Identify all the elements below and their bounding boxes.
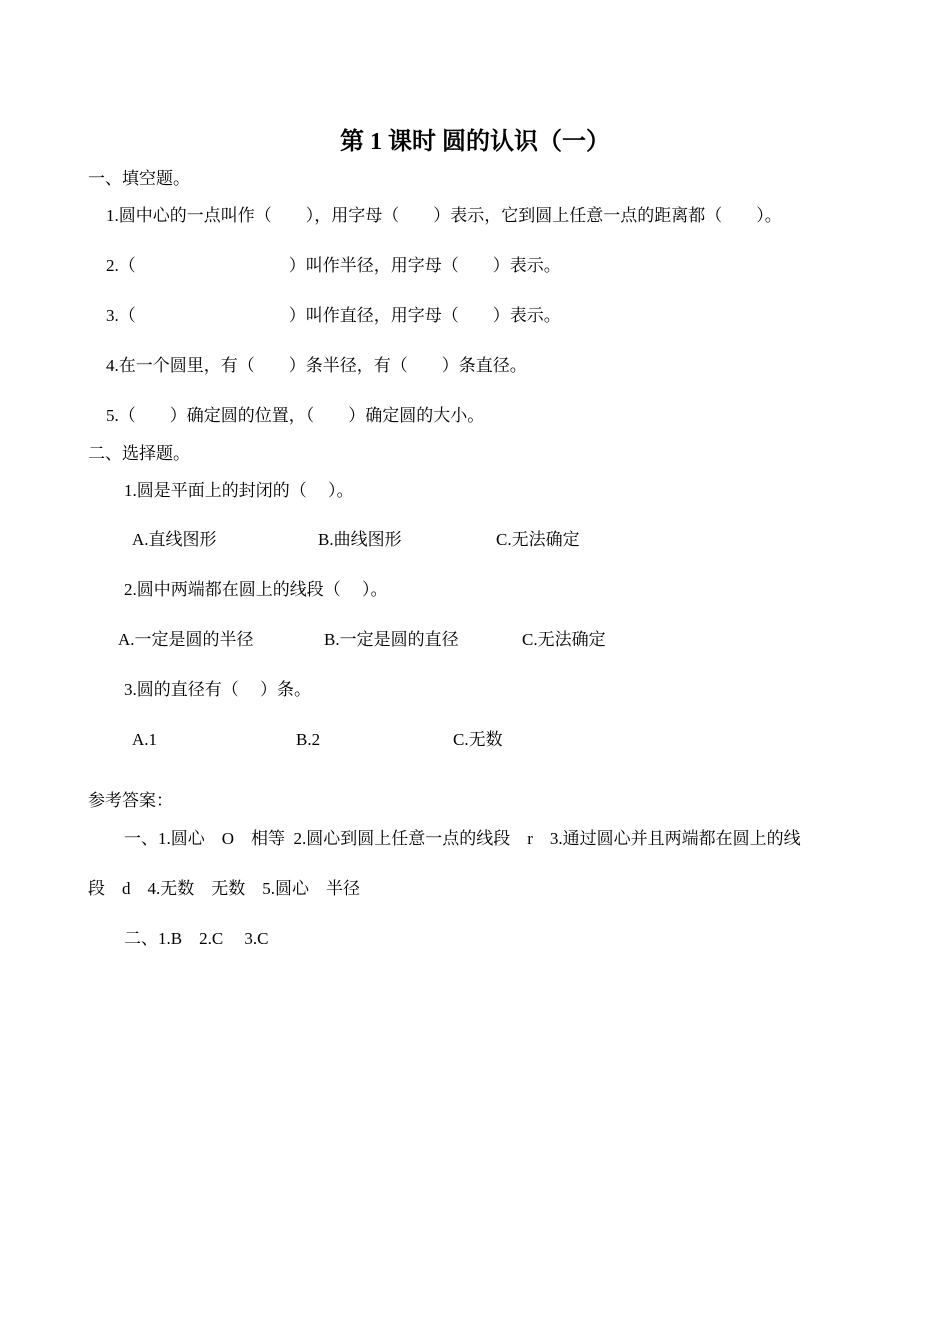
answers-heading: 参考答案： <box>88 791 173 810</box>
section-heading-multiple-choice: 二、选择题。 <box>88 444 190 463</box>
choice-3-option-c: C.无数 <box>453 730 503 749</box>
section-heading-fill-blank: 一、填空题。 <box>88 169 190 188</box>
choice-question-3: 3.圆的直径有（ ）条。 <box>124 680 311 699</box>
choice-2-option-b: B.一定是圆的直径 <box>324 630 459 649</box>
choice-question-2: 2.圆中两端都在圆上的线段（ ）。 <box>124 580 388 599</box>
answers-line-2: 段 d 4.无数 无数 5.圆心 半径 <box>88 879 360 898</box>
answers-line-1: 一、1.圆心 O 相等 2.圆心到圆上任意一点的线段 r 3.通过圆心并且两端都在圆上的线 <box>124 829 801 848</box>
answers-line-3: 二、1.B 2.C 3.C <box>124 929 269 948</box>
choice-1-option-a: A.直线图形 <box>132 530 217 549</box>
choice-3-option-a: A.1 <box>132 730 158 749</box>
fill-blank-question-5: 5.（ ）确定圆的位置，（ ）确定圆的大小。 <box>106 406 485 425</box>
fill-blank-question-3: 3.（ ）叫作直径，用字母（ ）表示。 <box>106 306 561 325</box>
choice-1-option-c: C.无法确定 <box>496 530 580 549</box>
choice-2-option-a: A.一定是圆的半径 <box>118 630 254 649</box>
choice-3-option-b: B.2 <box>296 730 321 749</box>
fill-blank-question-2: 2.（ ）叫作半径，用字母（ ）表示。 <box>106 256 561 275</box>
fill-blank-question-1: 1.圆中心的一点叫作（ ），用字母（ ）表示，它到圆上任意一点的距离都（ ）。 <box>106 206 782 225</box>
choice-question-1: 1.圆是平面上的封闭的（ ）。 <box>124 481 354 500</box>
page-title: 第 1 课时 圆的认识（一） <box>340 129 610 155</box>
fill-blank-question-4: 4.在一个圆里，有（ ）条半径，有（ ）条直径。 <box>106 356 527 375</box>
choice-2-option-c: C.无法确定 <box>522 630 606 649</box>
choice-1-option-b: B.曲线图形 <box>318 530 402 549</box>
